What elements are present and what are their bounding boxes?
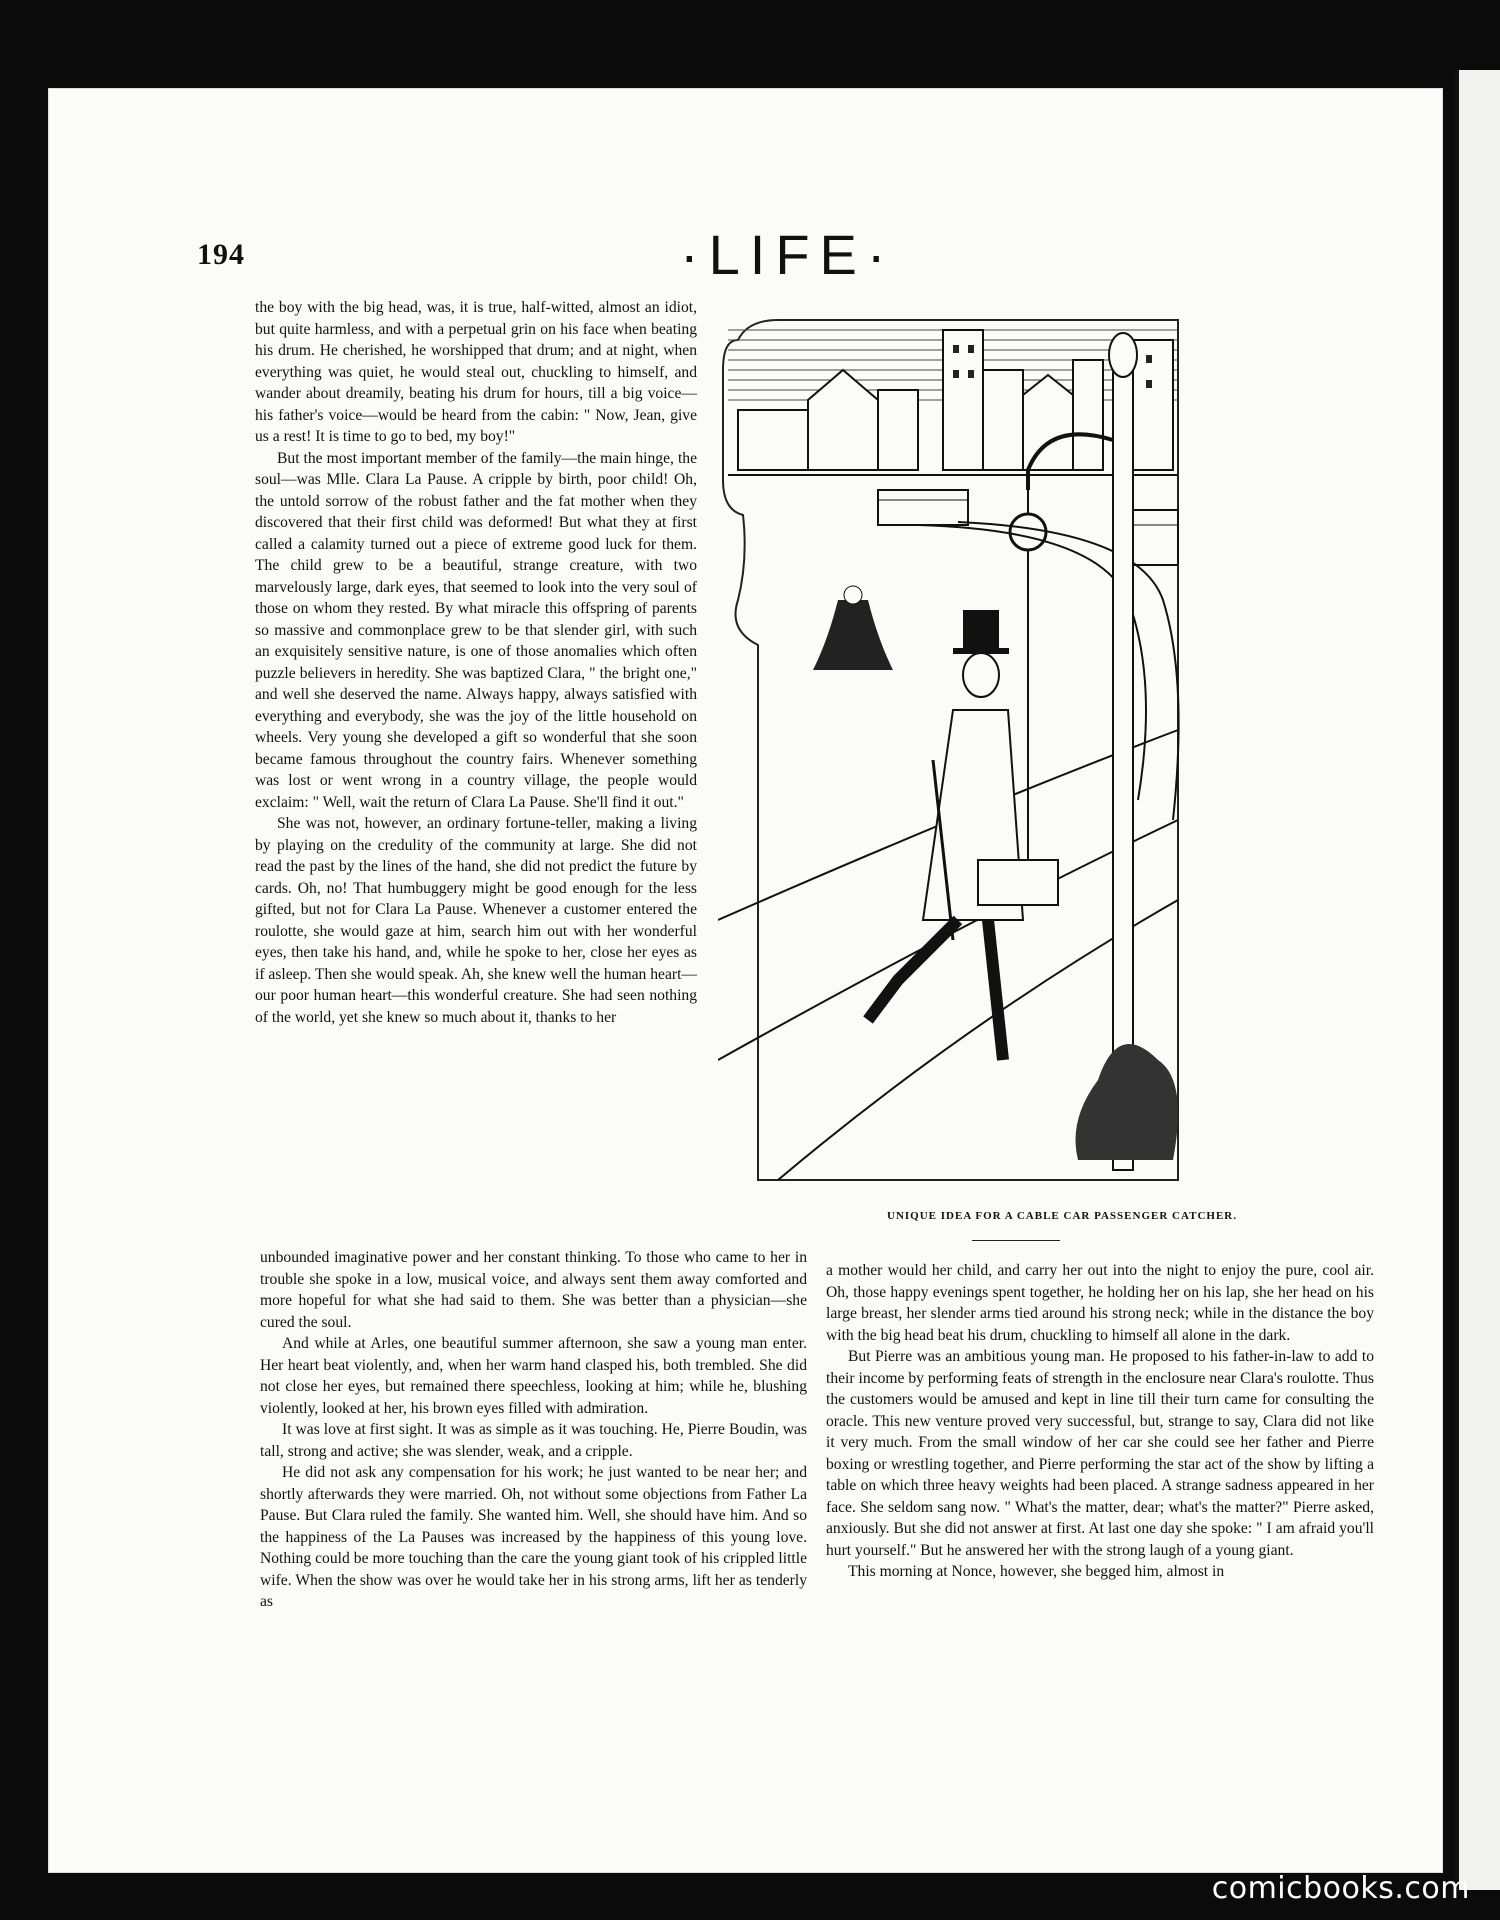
magazine-title: ·LIFE· [680,223,896,286]
text-column-left-top [255,297,697,1028]
text-column-bottom-right [826,1260,1374,1583]
caption-divider [972,1240,1060,1241]
paragraph: And while at Arles, one beautiful summer afternoon, she saw a young man enter. Her heart beat violently, and, when her warm hand clasped his, both trembled. She did not close her eyes, but remained there speechless, looking at him; while he, blushing violently, looked at her, his brown eyes filled with admiration. [260,1335,807,1417]
page-number: 194 [197,238,245,271]
paragraph: It was love at first sight. It was as simple as it was touching. He, Pierre Boudin, was tall, strong and active; she was slender, weak, and a cripple. [260,1421,807,1460]
cartoon-illustration [718,300,1188,1200]
site-watermark: comicbooks.com [1211,1871,1470,1906]
paragraph: She was not, however, an ordinary fortune-teller, making a living by playing on the credulity of the community at large. She did not read the past by the lines of the hand, she did not predict the future by cards. Oh, no! That humbuggery might be good enough for the less gifted, but not for Clara La Pause. Whenever a customer entered the roulotte, she would gaze at him, search him out with her wonderful eyes, then take his hand, and, while he spoke to her, close her eyes as if asleep. Then she would speak. Ah, she knew well the human heart—our poor human heart—this wonderful creature. She had seen nothing of the world, yet she knew so much about it, thanks to her [255,815,697,1026]
paragraph: But Pierre was an ambitious young man. He proposed to his father-in-law to add to their income by performing feats of strength in the enclosure near Clara's roulotte. Thus the customers would be amused and kept in line till their turn came for consulting the oracle. This new venture proved very successful, but, strange to say, Clara did not like it very much. From the small window of her car she could see her father and Pierre boxing or wrestling together, and Pierre performing the star act of the show by lifting a table on which three heavy weights had been placed. A strange sadness appeared in her face. She seldom sang now. " What's the matter, dear; what's the matter?" Pierre asked, anxiously. But she did not answer at first. At last one day she spoke: " I am afraid you'll hurt yourself." But he answered her with the strong laugh of a young giant. [826,1348,1374,1559]
illustration-caption: UNIQUE IDEA FOR A CABLE CAR PASSENGER CATCHER. [887,1210,1237,1222]
paragraph: a mother would her child, and carry her out into the night to enjoy the pure, cool air. Oh, those happy evenings spent together, he holding her on his lap, she her head on his large breast, her slender arms tied around his strong neck; while in the distance the boy with the big head beat his drum, chuckling to himself all alone in the dark. [826,1262,1374,1344]
paragraph: But the most important member of the family—the main hinge, the soul—was Mlle. Clara La Pause. A cripple by birth, poor child! Oh, the untold sorrow of the robust father and the fat mother when they discovered that their first child was deformed! But what they at first called a calamity turned out a piece of extreme good luck for them. The child grew to be a beautiful, strange creature, with two marvelously large, dark eyes, that seemed to look into the very soul of those on whom they rested. By what miracle this offspring of parents so massive and commonplace grew to be that slender girl, with such an exquisitely sensitive nature, is one of those anomalies which often puzzle believers in heredity. She was baptized Clara, " the bright one," and well she deserved the name. Always happy, always satisfied with everything and everybody, she was the joy of the little household on wheels. Very young she developed a gift so wonderful that she soon became famous throughout the country fairs. Whenever something was lost or went wrong in a country village, the people would exclaim: " Well, wait the return of Clara La Pause. She'll find it out." [255,449,697,811]
paragraph: He did not ask any compensation for his work; he just wanted to be near her; and shortly afterwards they were married. Oh, not without some objections from Father La Pause. But Clara ruled the family. She wanted him. Well, she should have him. And so the happiness of the La Pauses was increased by the happiness of this young love. Nothing could be more touching than the care the young giant took of his crippled little wife. When the show was over he would take her in his strong arms, lift her as tenderly as [260,1464,807,1610]
paragraph: This morning at Nonce, however, she begged him, almost in [848,1563,1225,1580]
paragraph: unbounded imaginative power and her constant thinking. To those who came to her in trouble she spoke in a low, musical voice, and always sent them away comforted and more hopeful for what she had said to them. She was better than a physician—she cured the soul. [260,1249,807,1331]
cartoon-drawing [718,300,1188,1200]
text-column-bottom-left [260,1247,807,1613]
next-page-edge [1455,70,1500,1890]
paragraph: the boy with the big head, was, it is true, half-witted, almost an idiot, but quite harmless, and with a perpetual grin on his face when beating his drum. He cherished, he worshipped that drum; and at night, when everything was quiet, he would steal out, chuckling to himself, and wander about dreamily, beating his drum for hours, till a big voice—his father's voice—would be heard from the cabin: " Now, Jean, give us a rest! It is time to go to bed, my boy!" [255,299,697,445]
